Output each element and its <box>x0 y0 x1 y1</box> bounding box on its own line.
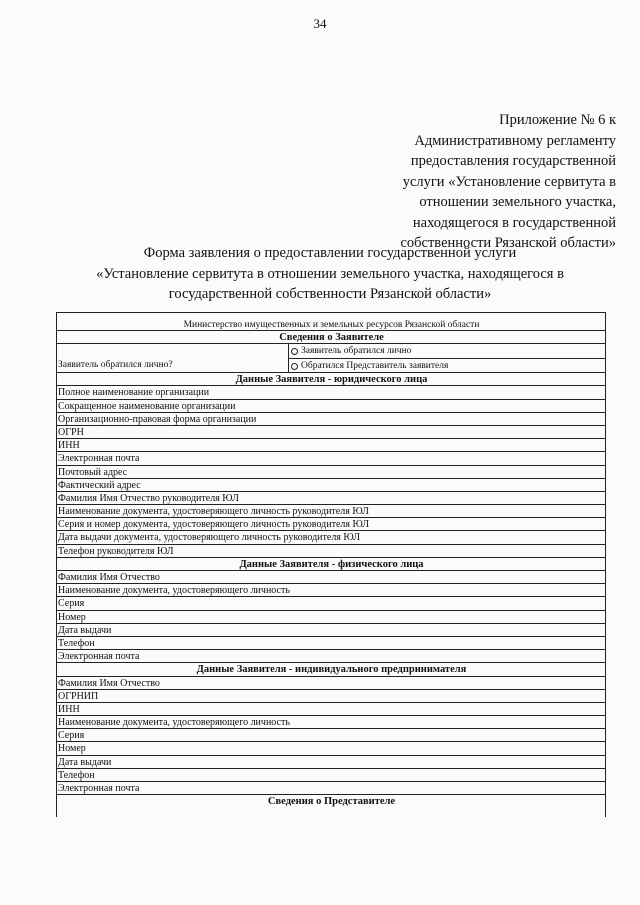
option-representative-applied[interactable] <box>289 358 605 373</box>
applied-personally-row <box>57 344 605 373</box>
application-form <box>56 312 606 817</box>
page-number: 34 <box>313 16 327 31</box>
appendix-note <box>316 110 616 254</box>
entrepreneur-section-heading: Данные Заявителя - индивидуального предпринимателя <box>57 663 605 676</box>
table-continuation <box>57 807 605 817</box>
individual-field-id-document[interactable]: Наименование документа, удостоверяющего личность <box>57 584 605 597</box>
radio-circle-icon[interactable] <box>291 363 298 370</box>
individual-field-number[interactable]: Номер <box>57 611 605 624</box>
applied-personally-options <box>289 344 605 372</box>
form-title-line: Форма заявления о предоставлении государственной услуги <box>143 245 517 261</box>
legal-field-inn[interactable]: ИНН <box>57 439 605 452</box>
entrepreneur-field-phone[interactable]: Телефон <box>57 769 605 782</box>
form-title-line: «Установление сервитута в отношении земельного участка, находящегося в <box>96 265 564 282</box>
legal-field-head-id-issue-date[interactable]: Дата выдачи документа, удостоверяющего личность руководителя ЮЛ <box>57 531 605 544</box>
legal-field-postal-address[interactable]: Почтовый адрес <box>57 466 605 479</box>
legal-field-actual-address[interactable]: Фактический адрес <box>57 479 605 492</box>
entrepreneur-field-inn[interactable]: ИНН <box>57 703 605 716</box>
applied-personally-question: Заявитель обратился лично? <box>57 344 289 372</box>
option-applied-personally[interactable] <box>289 344 605 358</box>
entrepreneur-field-series[interactable]: Серия <box>57 729 605 742</box>
form-title-line: государственной собственности Рязанской области» <box>168 286 492 302</box>
individual-section-heading: Данные Заявителя - физического лица <box>57 558 605 571</box>
legal-field-ogrn[interactable]: ОГРН <box>57 426 605 439</box>
legal-field-head-id-document[interactable]: Наименование документа, удостоверяющего личность руководителя ЮЛ <box>57 505 605 518</box>
ministry-name: Министерство имущественных и земельных ресурсов Рязанской области <box>57 313 605 331</box>
entrepreneur-field-full-name[interactable]: Фамилия Имя Отчество <box>57 677 605 690</box>
individual-field-phone[interactable]: Телефон <box>57 637 605 650</box>
legal-entity-section-heading: Данные Заявителя - юридического лица <box>57 373 605 386</box>
appendix-line: находящегося в государственной <box>412 214 616 231</box>
appendix-line: предоставления государственной <box>410 153 616 169</box>
applicant-section-heading: Сведения о Заявителе <box>57 331 605 344</box>
legal-field-short-name[interactable]: Сокращенное наименование организации <box>57 400 605 413</box>
representative-section-heading: Сведения о Представителе <box>267 796 396 808</box>
individual-field-issue-date[interactable]: Дата выдачи <box>57 624 605 637</box>
entrepreneur-field-id-document[interactable]: Наименование документа, удостоверяющего личность <box>57 716 605 729</box>
legal-field-head-name[interactable]: Фамилия Имя Отчество руководителя ЮЛ <box>57 492 605 505</box>
legal-field-head-phone[interactable]: Телефон руководителя ЮЛ <box>57 545 605 558</box>
appendix-line: Административному регламенту <box>414 132 616 149</box>
individual-field-full-name[interactable]: Фамилия Имя Отчество <box>57 571 605 584</box>
appendix-line: услуги «Установление сервитута в <box>402 173 616 190</box>
legal-field-full-name[interactable]: Полное наименование организации <box>57 386 605 399</box>
entrepreneur-field-ogrnip[interactable]: ОГРНИП <box>57 690 605 703</box>
entrepreneur-field-email[interactable]: Электронная почта <box>57 782 605 795</box>
entrepreneur-field-number[interactable]: Номер <box>57 742 605 755</box>
appendix-line: Приложение № 6 к <box>499 112 616 128</box>
legal-field-head-id-series-number[interactable]: Серия и номер документа, удостоверяющего личность руководителя ЮЛ <box>57 518 605 531</box>
form-title <box>60 243 600 305</box>
option-label: Заявитель обратился лично <box>301 345 412 356</box>
legal-field-legal-form[interactable]: Организационно-правовая форма организации <box>57 413 605 426</box>
option-label: Обратился Представитель заявителя <box>301 360 449 371</box>
appendix-line: собственности Рязанской области» <box>400 235 616 251</box>
appendix-line: отношении земельного участка, <box>419 194 616 210</box>
legal-field-email[interactable]: Электронная почта <box>57 452 605 465</box>
individual-field-email[interactable]: Электронная почта <box>57 650 605 663</box>
individual-field-series[interactable]: Серия <box>57 597 605 610</box>
entrepreneur-field-issue-date[interactable]: Дата выдачи <box>57 756 605 769</box>
radio-circle-icon[interactable] <box>291 348 298 355</box>
